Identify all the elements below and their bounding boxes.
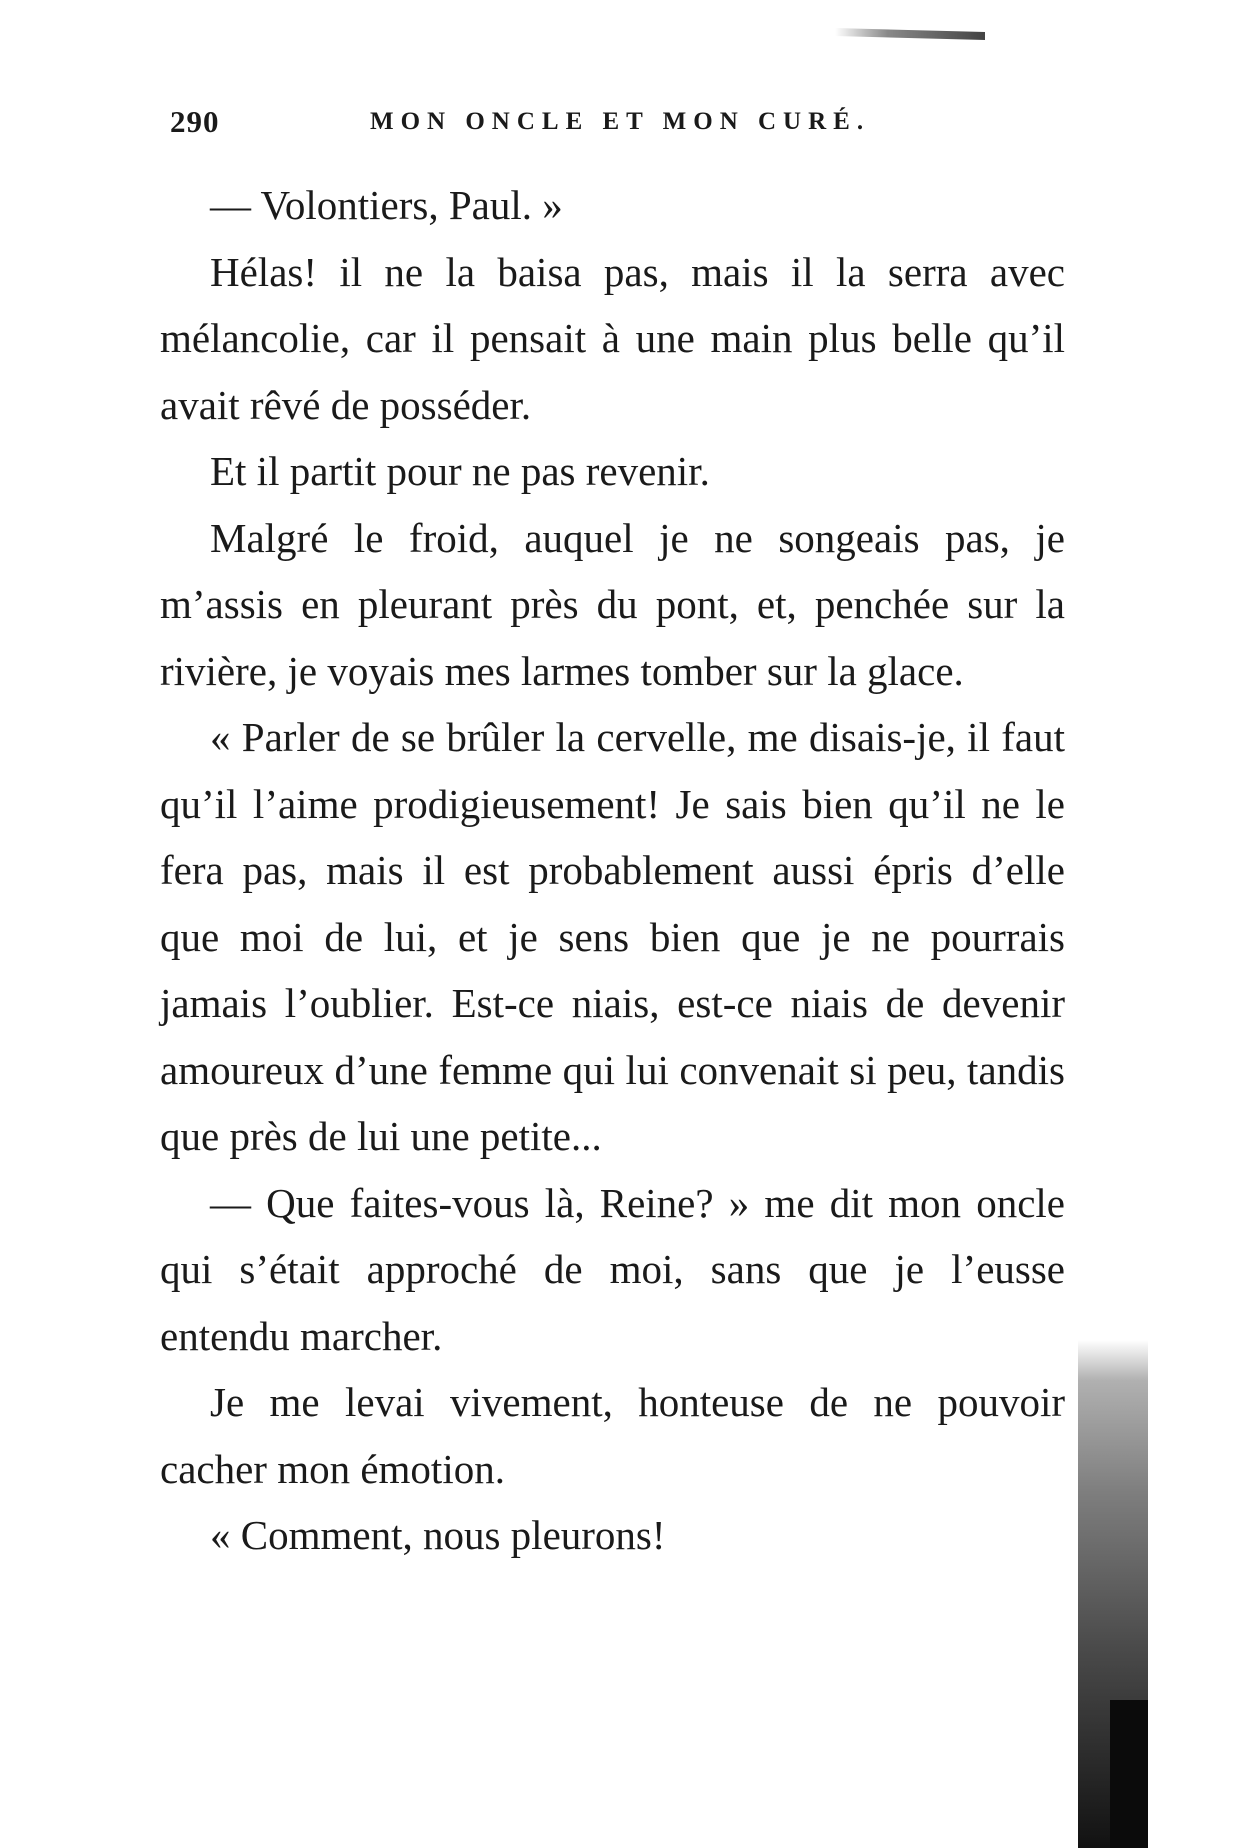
paragraph: Et il partit pour ne pas revenir. bbox=[210, 448, 710, 494]
paragraph: — Que faites-vous là, Reine? » me dit mon oncle qui s’était approché de moi, sans que je l’eusse entendu marcher. bbox=[160, 1179, 1065, 1359]
paragraph: « Parler de se brûler la cervelle, me disais-je, il faut qu’il l’aime prodigieusement! Je sais bien qu’il ne le fera pas, mais il est probablement aussi épris d’elle que moi de lui, et je sens bien que je ne pourrais jamais l’oublier. Est-ce niais, est-ce niais de devenir amoureux d’une femme qui lui convenait si peu, tandis que près de lui une petite... bbox=[160, 714, 1065, 1159]
body-text bbox=[160, 172, 1065, 1569]
paragraph: Malgré le froid, auquel je ne songeais pas, je m’assis en pleurant près du pont, et, penchée sur la rivière, je voyais mes larmes tomber sur la glace. bbox=[160, 514, 1065, 694]
paragraph: « Comment, nous pleurons! bbox=[210, 1512, 666, 1558]
page-header bbox=[170, 104, 1070, 144]
paragraph: Je me levai vivement, honteuse de ne pouvoir cacher mon émotion. bbox=[160, 1379, 1065, 1492]
paragraph: — Volontiers, Paul. » bbox=[210, 182, 563, 228]
paragraph: Hélas! il ne la baisa pas, mais il la serra avec mélancolie, car il pensait à une main plus belle qu’il avait rêvé de posséder. bbox=[160, 248, 1065, 428]
page-number: 290 bbox=[170, 104, 220, 139]
running-title: MON ONCLE ET MON CURÉ. bbox=[370, 108, 871, 135]
scan-ink-mark bbox=[835, 28, 985, 40]
scan-edge-shadow-dark bbox=[1110, 1700, 1148, 1848]
